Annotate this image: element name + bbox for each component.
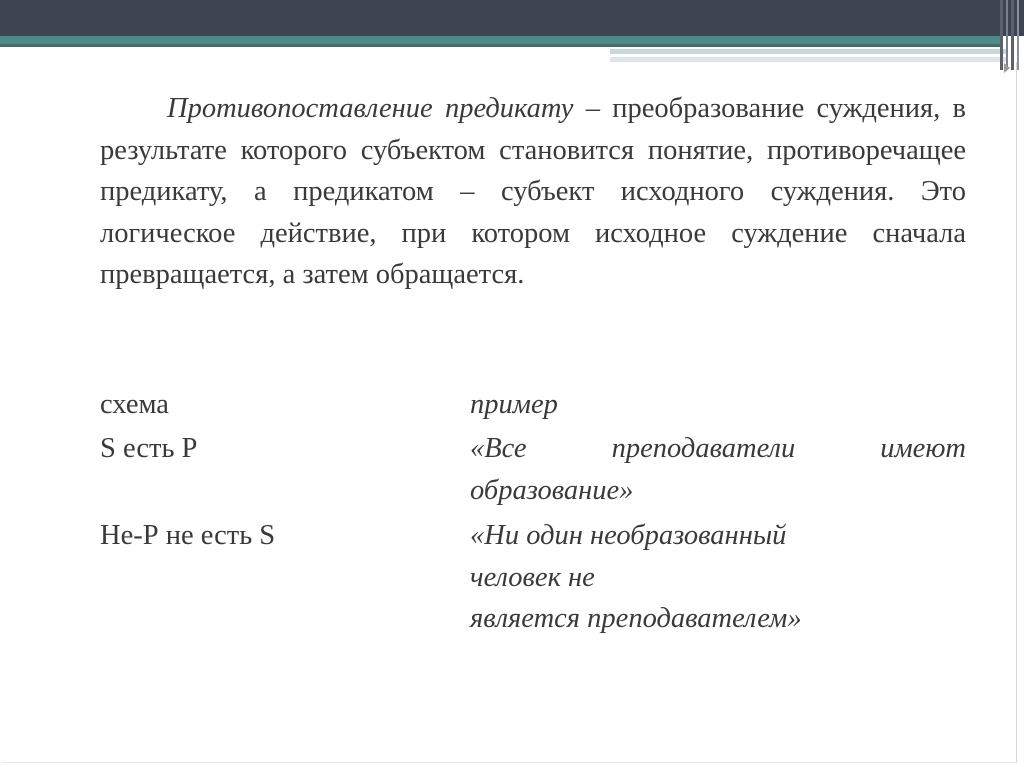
arrow-icon	[1004, 63, 1010, 73]
definition-paragraph	[100, 88, 966, 296]
example-2-line: человек не	[470, 561, 595, 593]
scheme-formula-2: Не-Р не есть S	[100, 520, 276, 551]
header-bar	[0, 0, 1024, 36]
definition-term: Противопоставление предикату	[167, 93, 574, 124]
header-accent-line	[0, 44, 1000, 47]
example-1: «Все преподаватели имеют образование»	[470, 433, 966, 506]
corner-decoration	[998, 0, 1024, 70]
header-accent-bar	[0, 36, 1000, 44]
scheme-header: схема	[100, 389, 169, 420]
header-light-stripe	[610, 49, 1006, 54]
definition-text: – преобразование суждения, в результате которого субъектом становится понятие, противоречащее предикату, а предикатом – субъект исходного суждения. Это логическое действие, при котором исходное суждение сначала превращается, а затем обращается.	[100, 93, 967, 290]
scheme-formula-1: S есть P	[100, 433, 198, 464]
example-2	[470, 515, 966, 640]
example-2-line: «Ни один необразованный	[470, 520, 787, 551]
example-header: пример	[470, 389, 558, 420]
example-2-line: является преподавателем»	[470, 603, 802, 634]
